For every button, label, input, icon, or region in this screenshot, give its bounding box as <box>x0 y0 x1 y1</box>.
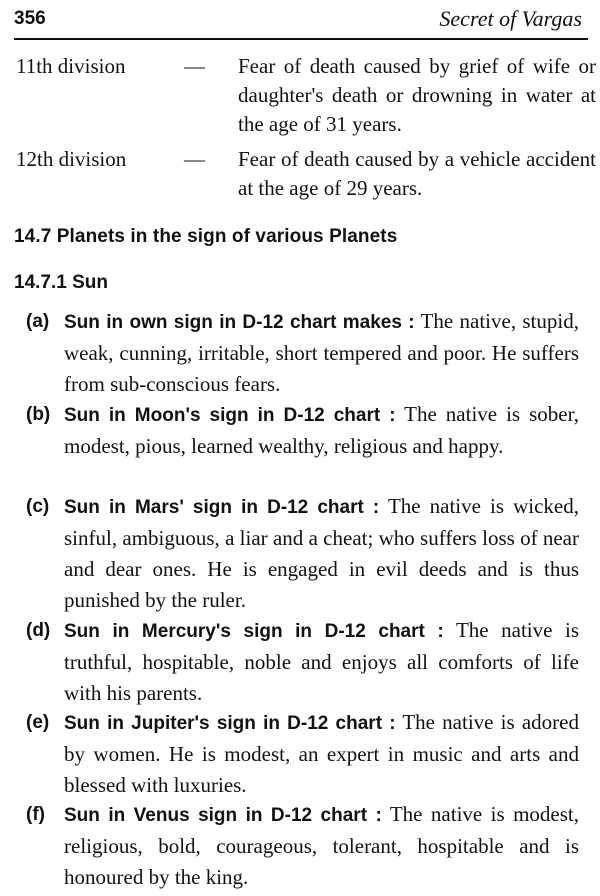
division-label: 12th division <box>16 147 127 171</box>
item-body <box>64 799 579 893</box>
division-text: Fear of death caused by a vehicle accident at the age of 29 years. <box>238 147 596 200</box>
section-heading: 14.7 Planets in the sign of various Planets <box>14 226 398 247</box>
running-title: Secret of Vargas <box>439 6 582 31</box>
header-rule <box>14 38 588 40</box>
list-item <box>26 399 579 462</box>
item-text: The native is adored by women. He is modest, an expert in music and arts and blessed with luxuries. <box>64 710 579 797</box>
item-lead: Sun in Moon's sign in D-12 chart : <box>64 405 396 426</box>
page-number: 356 <box>14 8 46 29</box>
item-text: The native is sober, modest, pious, learned wealthy, religious and happy. <box>64 402 579 458</box>
division-dash: — <box>184 147 205 171</box>
list-item <box>26 799 579 893</box>
list-item <box>26 306 579 400</box>
item-text: The native, stupid, weak, cunning, irritable, short tempered and poor. He suffers from sub-conscious fears. <box>64 309 579 396</box>
item-lead: Sun in Mars' sign in D-12 chart : <box>64 497 380 518</box>
item-lead: Sun in Jupiter's sign in D-12 chart : <box>64 713 396 734</box>
item-lead: Sun in Mercury's sign in D-12 chart : <box>64 621 444 642</box>
list-item <box>26 707 579 801</box>
page-header <box>14 4 582 38</box>
list-item <box>26 615 580 709</box>
division-row <box>16 145 596 205</box>
item-text: The native is modest, religious, bold, courageous, tolerant, hospitable and is honoured by the king. <box>64 802 579 889</box>
item-label: (a) <box>26 311 50 332</box>
item-lead: Sun in Venus sign in D-12 chart : <box>64 805 382 826</box>
item-label: (c) <box>26 496 50 517</box>
item-label: (e) <box>26 712 50 733</box>
item-label: (d) <box>26 620 51 641</box>
item-lead: Sun in own sign in D-12 chart makes : <box>64 312 415 333</box>
item-body <box>64 615 579 709</box>
division-dash: — <box>184 54 205 78</box>
item-label: (b) <box>26 404 51 425</box>
item-body <box>64 306 579 400</box>
item-text: The native is wicked, sinful, ambiguous, a liar and a cheat; who suffers loss of near and dear ones. He is engaged in evil deeds and is thus punished by the ruler. <box>64 494 579 612</box>
division-label: 11th division <box>16 54 126 78</box>
list-item <box>26 491 579 616</box>
division-row <box>16 52 596 142</box>
division-text: Fear of death caused by grief of wife or daughter's death or drowning in water at the age of 31 years. <box>238 54 596 136</box>
subsection-heading: 14.7.1 Sun <box>14 272 108 293</box>
item-body <box>64 399 579 462</box>
item-body <box>64 707 579 801</box>
item-body <box>64 491 579 616</box>
item-label: (f) <box>26 804 45 825</box>
item-text: The native is truthful, hospitable, noble and enjoys all comforts of life with his parents. <box>64 618 580 705</box>
